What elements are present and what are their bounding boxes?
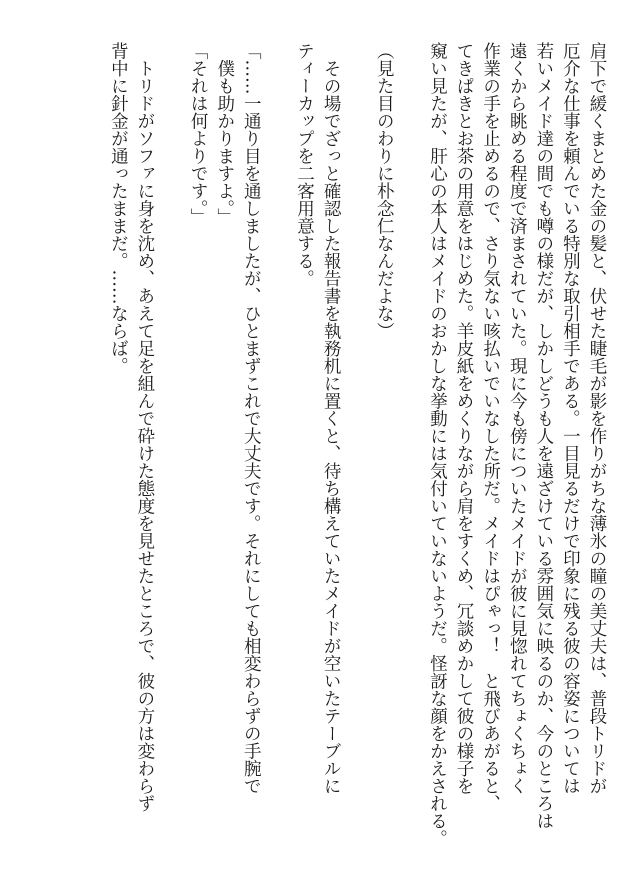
text-line: 遠くから眺める程度で済まされていた。現に今も傍についたメイドが彼に見惚れてちょくちょく — [507, 42, 528, 795]
text-line: 窺い見たが、肝心の本人はメイドのおかしな挙動には気付いていないようだ。怪訝な顔をかえされる。 — [427, 42, 448, 847]
blank-line — [264, 42, 291, 832]
text-line: 「……一通り目を通しましたが、ひとまずこれで大丈夫です。それにしても相変わらずの手腕で — [241, 42, 262, 795]
text-line: 僕も助かりますよ。」 — [214, 42, 235, 226]
text-line: 肩下で緩くまとめた金の髪と、伏せた睫毛が影を作りがちな薄氷の瞳の美丈夫は、普段トリドが — [587, 42, 607, 795]
text-line: 厄介な仕事を頼んでいる特別な取引相手である。一目見るだけで印象に残る彼の容姿については — [560, 42, 581, 795]
blank-line — [397, 42, 424, 832]
text-line: 作業の手を止めるので、さり気ない咳払いでいなした所だ。メイドはぴゃっ！ と飛びあがると、 — [480, 42, 501, 812]
text-line: その場でざっと確認した報告書を執務机に置くと、待ち構えていたメイドが空いたテーブルに — [321, 42, 342, 795]
vertical-text-block — [105, 42, 610, 847]
text-line: 「それは何よりです。」 — [188, 42, 209, 226]
blank-line — [344, 42, 371, 832]
blank-line — [158, 42, 185, 832]
text-line: 若いメイド達の間でも噂の様だが、しかしどうも人を遠ざけている雰囲気に映るのか、今のところは — [533, 42, 554, 830]
text-line: トリドがソファに身を沈め、あえて足を組んで砕けた態度を見せたところで、彼の方は変わらず — [134, 42, 155, 812]
text-line: てきぱきとお茶の用意をはじめた。羊皮紙をめくりながら肩をすくめ、冗談めかして彼の様子を — [454, 42, 475, 795]
text-line: ティーカップを二客用意する。 — [294, 42, 315, 287]
text-line: 背中に針金が通ったままだ。……ならば。 — [108, 42, 129, 375]
text-line: （見た目のわりに朴念仁なんだよな） — [374, 42, 395, 340]
